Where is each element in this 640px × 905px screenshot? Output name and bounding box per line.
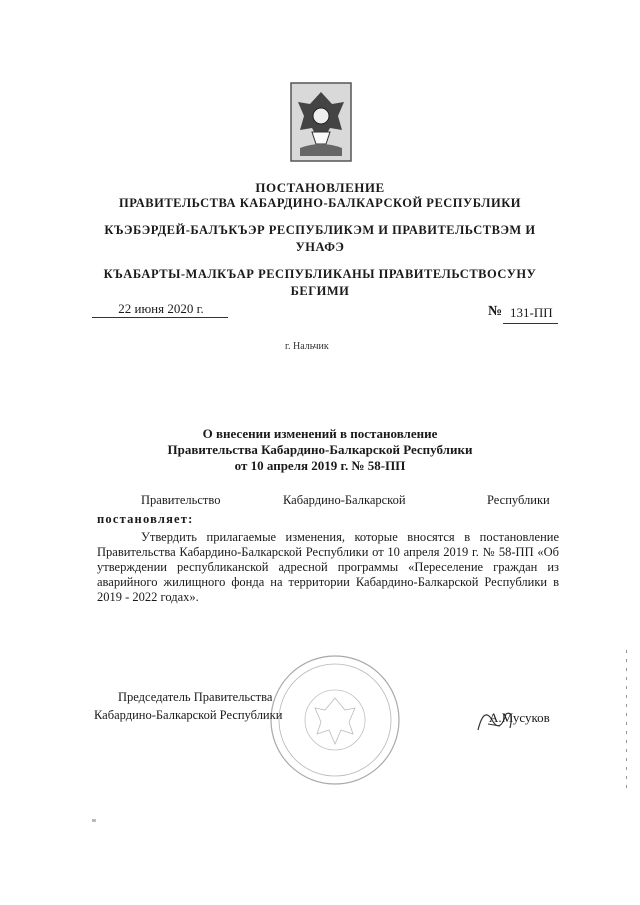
coat-of-arms-emblem — [290, 82, 352, 162]
government-title-ru: ПРАВИТЕЛЬСТВА КАБАРДИНО-БАЛКАРСКОЙ РЕСПУБЛИКИ — [119, 196, 521, 210]
document-number: 131-ПП — [510, 305, 553, 320]
decree-paragraph — [97, 530, 559, 605]
city: г. Нальчик — [285, 341, 329, 352]
title-kbd-line2: УНАФЭ — [295, 240, 345, 254]
gov-word-3: Республики — [487, 493, 550, 507]
title-krc-line2: БЕГИМИ — [290, 284, 350, 298]
scan-edge-artifact — [626, 650, 627, 790]
footer-mark: м — [92, 818, 96, 824]
paragraph-start: Утвердить прилагаемые изменения, которые вносятся — [141, 530, 455, 544]
subject-line3: от 10 апреля 2019 г. № 58-ПП — [234, 458, 406, 473]
government-title-kbd — [60, 222, 580, 256]
decree-word: постановляет: — [97, 512, 194, 526]
title-krc-line1: КЪАБАРТЫ-МАЛКЪАР РЕСПУБЛИКАНЫ ПРАВИТЕЛЬСТВОСУНУ — [103, 267, 537, 281]
document-subject — [130, 426, 510, 474]
number-underline — [503, 323, 558, 324]
official-seal-stamp — [265, 650, 405, 790]
document-date: 22 июня 2020 г. — [118, 301, 204, 316]
doc-type-title: ПОСТАНОВЛЕНИЕ — [255, 180, 385, 195]
date-underline — [92, 317, 228, 318]
government-title-krc — [60, 266, 580, 300]
gov-word-2: Кабардино-Балкарской — [283, 493, 406, 507]
number-label: № — [488, 304, 503, 319]
subject-line1: О внесении изменений в постановление — [202, 426, 438, 441]
signatory-name: А.Мусуков — [489, 710, 550, 725]
gov-word-1: Правительство — [141, 493, 221, 507]
paragraph-rest: в постановление Правительства Кабардино-Балкарской Республики от 10 апреля 2019 г. № 58-ПП «Об утверждении республиканской адресной программы «Переселение граждан из аварийного жилищного фонда на территории Кабардино-Балкарской Республики в 2019 - 2022 годах». — [97, 530, 560, 604]
signatory-position-line2: Кабардино-Балкарской Республики — [94, 708, 283, 722]
title-kbd-line1: КЪЭБЭРДЕЙ-БАЛЪКЪЭР РЕСПУБЛИКЭМ И ПРАВИТЕЛЬСТВЭМ И — [104, 223, 536, 237]
subject-line2: Правительства Кабардино-Балкарской Республики — [167, 442, 473, 457]
signatory-position-line1: Председатель Правительства — [118, 690, 273, 704]
